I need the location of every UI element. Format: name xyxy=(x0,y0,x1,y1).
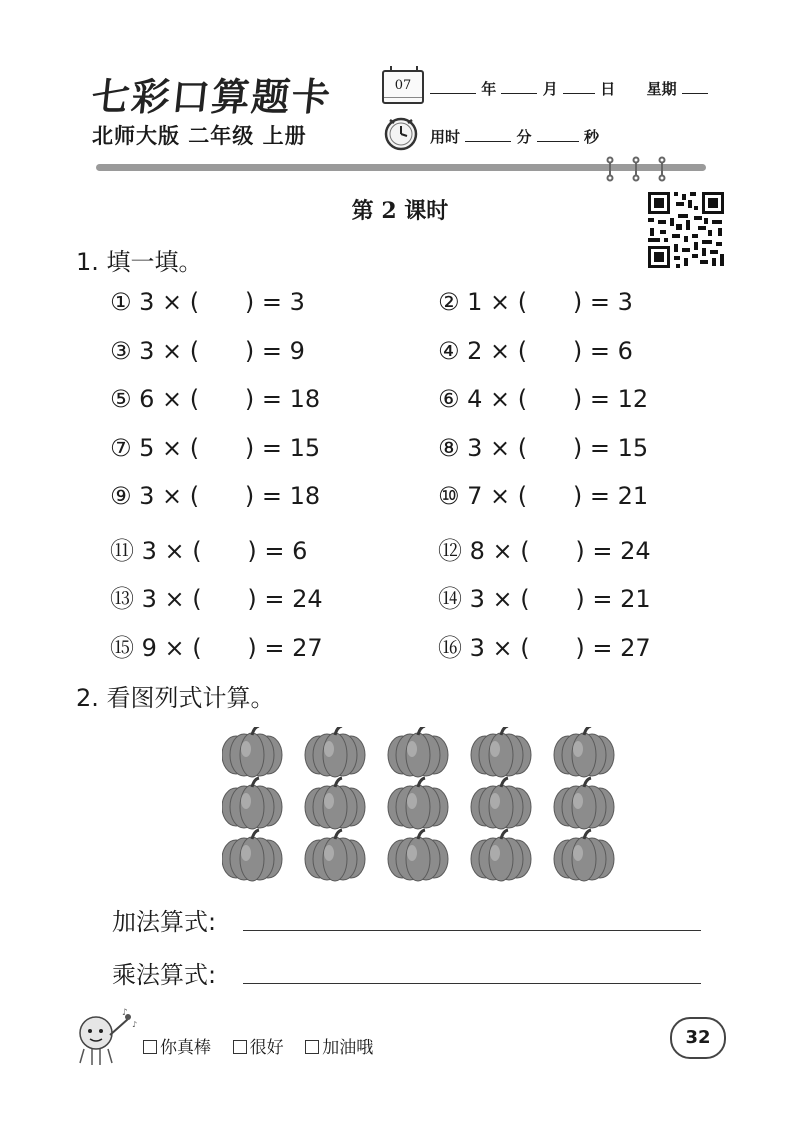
problem-number: ⑯ xyxy=(438,633,462,662)
pumpkin-icon xyxy=(471,830,531,881)
day-label: 日 xyxy=(600,80,616,98)
problem-expression: 6 × ( ) = 18 xyxy=(139,385,321,413)
problem-item[interactable] xyxy=(438,579,651,614)
second-label: 秒 xyxy=(583,128,599,146)
calendar-icon xyxy=(382,70,424,104)
pumpkin-icon xyxy=(222,727,282,777)
problem-expression: 3 × ( ) = 6 xyxy=(141,536,308,565)
problem-expression: 4 × ( ) = 12 xyxy=(467,385,649,413)
problem-number: ⑫ xyxy=(438,536,462,565)
svg-text:♪: ♪ xyxy=(132,1020,138,1029)
minute-label: 分 xyxy=(516,128,532,146)
problem-expression: 1 × ( ) = 3 xyxy=(467,288,633,316)
calendar-number: 07 xyxy=(394,78,412,93)
problem-number: ③ xyxy=(110,336,132,365)
pumpkin-icon xyxy=(222,778,282,829)
problem-expression: 3 × ( ) = 18 xyxy=(139,482,321,510)
problem-expression: 3 × ( ) = 21 xyxy=(469,585,651,613)
problem-item[interactable] xyxy=(438,628,651,663)
problem-expression: 3 × ( ) = 3 xyxy=(139,288,305,316)
problem-number: ② xyxy=(438,288,460,316)
problem-item[interactable] xyxy=(438,385,648,413)
problem-item[interactable] xyxy=(110,579,323,614)
problem-expression: 3 × ( ) = 24 xyxy=(141,585,323,613)
problem-number: ④ xyxy=(438,336,460,365)
problem-item[interactable] xyxy=(110,434,320,462)
section-2-title: 2. 看图列式计算。 xyxy=(76,684,275,712)
problem-number: ⑧ xyxy=(438,433,460,462)
problem-item[interactable] xyxy=(438,531,651,566)
time-used-line xyxy=(430,126,599,147)
problem-number: ⑥ xyxy=(438,385,460,413)
addition-answer-line[interactable] xyxy=(243,930,701,931)
pumpkin-icon xyxy=(471,727,531,777)
problem-item[interactable] xyxy=(438,337,633,365)
problem-expression: 9 × ( ) = 27 xyxy=(141,633,323,662)
pumpkin-array xyxy=(222,727,622,887)
problem-item[interactable] xyxy=(110,482,320,510)
multiplication-label: 乘法算式: xyxy=(112,961,217,989)
lesson-title: 第 2 课时 xyxy=(351,198,449,224)
pumpkin-icon xyxy=(305,830,365,881)
problem-number: ⑩ xyxy=(438,482,460,510)
problem-number: ⑭ xyxy=(438,585,462,613)
pumpkin-icon xyxy=(305,727,365,777)
problem-expression: 2 × ( ) = 6 xyxy=(467,336,633,365)
problem-number: ⑤ xyxy=(110,385,132,413)
problem-item[interactable] xyxy=(110,337,305,365)
problem-item[interactable] xyxy=(110,628,323,663)
time-used-label: 用时 xyxy=(430,128,461,146)
pumpkin-icon xyxy=(388,778,448,829)
clock-icon xyxy=(382,114,420,152)
addition-label: 加法算式: xyxy=(112,908,217,936)
problem-number: ⑦ xyxy=(110,433,132,462)
problem-item[interactable] xyxy=(438,482,648,510)
checkbox-great[interactable] xyxy=(143,1040,157,1054)
cartoon-mascot-icon xyxy=(70,1005,140,1069)
section-1-title: 1. 填一填。 xyxy=(76,248,203,276)
multiplication-answer-line[interactable] xyxy=(243,983,701,984)
problem-number: ⑬ xyxy=(110,585,134,613)
problem-item[interactable] xyxy=(110,531,307,566)
checkbox-keep-going[interactable] xyxy=(305,1040,319,1054)
problem-expression: 8 × ( ) = 24 xyxy=(469,536,651,565)
option-good[interactable]: 很好 xyxy=(233,1038,284,1058)
problem-expression: 3 × ( ) = 15 xyxy=(467,433,649,462)
pumpkin-icon xyxy=(388,727,448,777)
problem-item[interactable] xyxy=(110,385,320,413)
evaluation-options xyxy=(143,1033,373,1058)
pumpkin-icon xyxy=(222,830,282,881)
qr-code-icon[interactable] xyxy=(646,190,726,270)
problem-expression: 3 × ( ) = 9 xyxy=(139,336,305,365)
pumpkin-icon xyxy=(554,830,614,881)
pumpkin-icon xyxy=(471,778,531,829)
edition-label: 北师大版 二年级 上册 xyxy=(92,124,307,148)
binding-rings-icon xyxy=(600,156,670,184)
svg-text:♪: ♪ xyxy=(122,1008,128,1018)
problem-number: ① xyxy=(110,288,132,316)
problem-expression: 3 × ( ) = 27 xyxy=(469,633,651,662)
checkbox-good[interactable] xyxy=(233,1040,247,1054)
problem-item[interactable] xyxy=(438,288,633,316)
pumpkin-icon xyxy=(554,778,614,829)
problem-number: ⑮ xyxy=(110,633,134,662)
pumpkin-icon xyxy=(388,830,448,881)
month-label: 月 xyxy=(542,80,558,98)
problem-item[interactable] xyxy=(438,434,648,462)
weekday-label: 星期 xyxy=(646,80,677,98)
problem-expression: 7 × ( ) = 21 xyxy=(467,482,649,510)
page-number: 32 xyxy=(670,1017,726,1059)
brand-title: 七彩口算题卡 xyxy=(89,75,334,119)
problem-number: ⑪ xyxy=(110,536,134,565)
problem-expression: 5 × ( ) = 15 xyxy=(139,433,321,462)
problem-number: ⑨ xyxy=(110,482,132,510)
date-line xyxy=(430,78,708,99)
problem-item[interactable] xyxy=(110,288,305,316)
pumpkin-icon xyxy=(554,727,614,777)
pumpkin-icon xyxy=(305,778,365,829)
year-label: 年 xyxy=(481,80,497,98)
option-great[interactable]: 你真棒 xyxy=(143,1038,211,1058)
option-keep-going[interactable]: 加油哦 xyxy=(305,1038,373,1058)
